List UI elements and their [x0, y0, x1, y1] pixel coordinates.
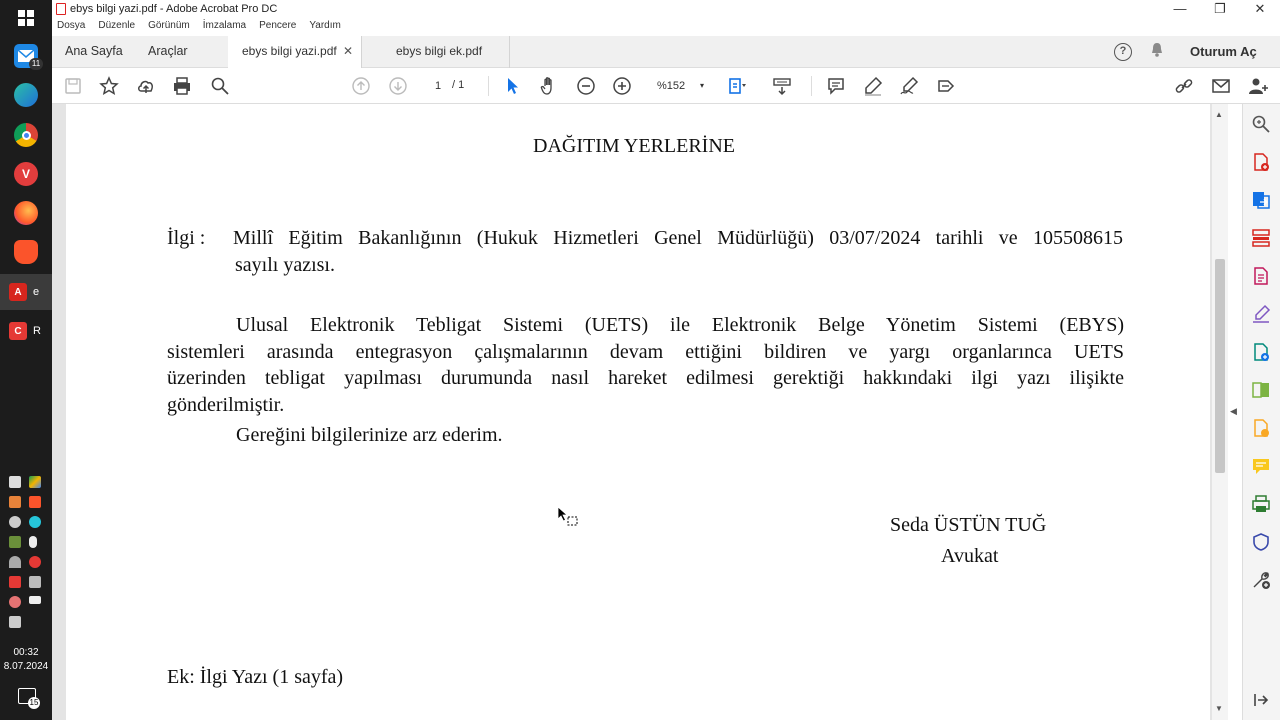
search-icon[interactable] [209, 75, 231, 97]
tray-icon[interactable] [9, 596, 21, 608]
sign-icon[interactable] [898, 75, 920, 97]
customize-tools-icon[interactable] [1251, 570, 1271, 590]
comment-tool-icon[interactable] [1251, 456, 1271, 476]
menu-help[interactable]: Yardım [309, 20, 341, 31]
document-tab-label: ebys bilgi ek.pdf [396, 44, 483, 58]
email-icon[interactable] [1210, 75, 1232, 97]
scroll-down-icon[interactable]: ▼ [1215, 704, 1223, 713]
brave-tray-icon[interactable] [29, 496, 41, 508]
save-icon[interactable] [62, 75, 84, 97]
toolbar-divider [488, 76, 489, 96]
tray-icon[interactable] [9, 536, 21, 548]
vivaldi-icon[interactable]: V [14, 162, 38, 186]
reference-text: Millî Eğitim Bakanlığının (Hukuk Hizmetleri Genel Müdürlüğü) 03/07/2024 tarihli ve 105508615 [233, 227, 1123, 249]
zoom-value: %152 [657, 80, 686, 92]
share-link-icon[interactable] [1173, 75, 1195, 97]
protect-document-icon[interactable] [1251, 418, 1271, 438]
chrome-icon[interactable] [14, 123, 38, 147]
right-tools-panel [1242, 104, 1280, 720]
tray-icon[interactable] [29, 516, 41, 528]
fit-page-icon[interactable] [726, 75, 748, 97]
microphone-icon[interactable] [29, 536, 37, 548]
zoom-out-icon[interactable] [575, 75, 597, 97]
shield-icon[interactable] [1251, 532, 1271, 552]
zoom-select[interactable] [648, 76, 706, 96]
pdf-file-icon [56, 3, 66, 15]
close-button[interactable]: ✕ [1254, 1, 1266, 16]
system-tray [9, 476, 49, 628]
body-paragraph-line: sistemleri arasında entegrasyon çalışmalarının devam ettiğini bildiren ve yargı organlarınca UETS [167, 341, 1124, 363]
scroll-mode-icon[interactable] [771, 75, 793, 97]
body-paragraph-line: gönderilmiştir. [167, 394, 285, 416]
clock-date: 8.07.2024 [3, 661, 49, 672]
organize-pages-icon[interactable] [1251, 228, 1271, 248]
body-paragraph-line: Ulusal Elektronik Tebligat Sistemi (UETS) ile Elektronik Belge Yönetim Sistemi (EBYS) [236, 314, 1124, 336]
edge-icon[interactable] [14, 83, 38, 107]
title-bar [52, 0, 1280, 20]
reference-label: İlgi : [167, 227, 206, 249]
more-tools-icon[interactable] [935, 75, 957, 97]
help-icon[interactable]: ? [1114, 43, 1132, 61]
recorder-icon: C [9, 322, 27, 340]
taskbar [0, 0, 52, 720]
window-title: ebys bilgi yazi.pdf - Adobe Acrobat Pro DC [70, 3, 278, 15]
export-pdf-icon[interactable] [1251, 190, 1271, 210]
taskbar-app-acrobat[interactable] [0, 274, 52, 310]
create-pdf-icon[interactable] [1251, 152, 1271, 172]
signer-name: Seda ÜSTÜN TUĞ [890, 514, 1047, 536]
maximize-button[interactable]: ❐ [1214, 1, 1226, 16]
document-tab-label: ebys bilgi yazi.pdf [242, 44, 337, 58]
select-pointer-icon[interactable] [502, 75, 524, 97]
closing-sentence: Gereğini bilgilerinize arz ederim. [236, 424, 503, 446]
star-icon[interactable] [98, 75, 120, 97]
sign-in-button[interactable]: Oturum Aç [1190, 44, 1257, 59]
menu-view[interactable]: Görünüm [148, 20, 190, 31]
taskbar-app-label: R [33, 325, 41, 337]
compare-files-icon[interactable] [1251, 380, 1271, 400]
body-paragraph-line: üzerinden tebligat yapılması durumunda nasıl hareket edilmesi gerektiği hakkındaki ilgi yazı ilişikte [167, 367, 1124, 389]
security-icon[interactable] [29, 556, 41, 568]
firefox-icon[interactable] [14, 201, 38, 225]
document-tab[interactable] [382, 36, 510, 68]
scrollbar-thumb[interactable] [1215, 259, 1225, 473]
edit-pdf-icon[interactable] [1251, 266, 1271, 286]
comment-icon[interactable] [825, 75, 847, 97]
upload-icon[interactable] [135, 75, 157, 97]
taskbar-app-recorder[interactable] [0, 313, 52, 349]
bell-icon[interactable] [1149, 42, 1165, 62]
combine-files-icon[interactable] [1251, 342, 1271, 362]
brave-icon[interactable] [14, 240, 38, 264]
tab-home[interactable]: Ana Sayfa [65, 44, 123, 58]
print-icon[interactable] [171, 75, 193, 97]
menu-window[interactable]: Pencere [259, 20, 297, 31]
mail-badge: 11 [29, 58, 43, 70]
add-user-icon[interactable] [1247, 75, 1269, 97]
menu-edit[interactable]: Düzenle [98, 20, 136, 31]
tray-icon[interactable] [9, 576, 21, 588]
close-tab-icon[interactable]: ✕ [342, 44, 353, 58]
tab-bar [52, 36, 1280, 68]
page-total: / 1 [452, 79, 465, 91]
hand-icon[interactable] [538, 75, 560, 97]
chevron-down-icon: ▾ [699, 81, 704, 90]
menu-bar [52, 20, 1280, 36]
zoom-in-icon[interactable] [611, 75, 633, 97]
wifi-icon[interactable] [9, 556, 21, 568]
attachment-note: Ek: İlgi Yazı (1 sayfa) [167, 666, 344, 688]
scroll-up-icon[interactable]: ▲ [1215, 110, 1223, 119]
menu-file[interactable]: Dosya [57, 20, 86, 31]
document-viewer[interactable] [52, 104, 1212, 720]
clock[interactable] [0, 646, 52, 674]
menu-sign[interactable]: İmzalama [202, 20, 247, 31]
minimize-button[interactable]: — [1173, 1, 1187, 16]
tray-icon[interactable] [9, 516, 21, 528]
zoom-search-icon[interactable] [1251, 114, 1271, 134]
mouse-cursor-icon [557, 506, 581, 533]
tab-tools[interactable]: Araçlar [148, 44, 188, 58]
tray-icon[interactable] [29, 576, 41, 588]
fill-sign-icon[interactable] [1251, 304, 1271, 324]
prev-page-icon[interactable] [350, 75, 372, 97]
next-page-icon[interactable] [387, 75, 409, 97]
battery-icon[interactable] [29, 596, 41, 604]
collapse-panel-icon[interactable] [1251, 690, 1271, 710]
highlight-icon[interactable] [862, 75, 884, 97]
vertical-scrollbar[interactable] [1212, 104, 1228, 720]
toolbar-divider [811, 76, 812, 96]
signer-title: Avukat [941, 545, 999, 567]
toolbar [52, 68, 1280, 104]
page-number-input[interactable] [424, 76, 452, 96]
right-panel-collapse-icon[interactable]: ◀ [1230, 406, 1237, 416]
tray-icon[interactable] [9, 496, 21, 508]
notification-badge: 15 [29, 698, 39, 707]
windows-start-icon[interactable] [14, 6, 38, 30]
print-production-icon[interactable] [1251, 494, 1271, 514]
google-drive-icon[interactable] [29, 476, 41, 488]
taskbar-app-label: e [33, 286, 40, 298]
pdf-page [66, 104, 1210, 720]
reference-text: sayılı yazısı. [235, 254, 335, 276]
clock-time: 00:32 [13, 647, 39, 658]
document-tab-active[interactable] [228, 36, 362, 68]
document-heading: DAĞITIM YERLERİNE [533, 135, 736, 157]
acrobat-icon: A [9, 283, 27, 301]
tray-icon[interactable] [9, 476, 21, 488]
volume-icon[interactable] [9, 616, 21, 628]
